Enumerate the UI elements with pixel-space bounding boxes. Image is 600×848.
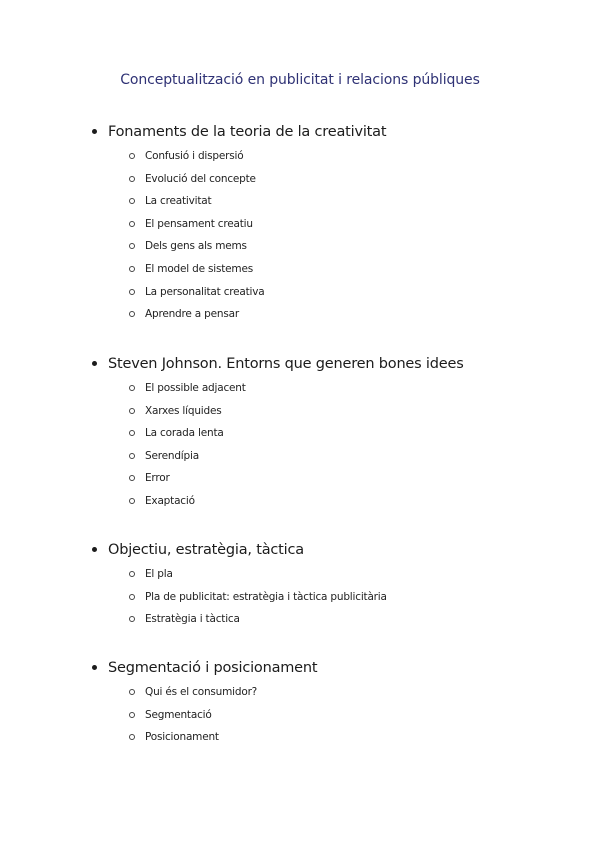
list-item: Serendípia bbox=[90, 447, 570, 470]
section-heading-text: Fonaments de la teoria de la creativitat bbox=[108, 124, 387, 140]
sub-list bbox=[90, 147, 570, 328]
section-heading-text: Steven Johnson. Entorns que generen bones idees bbox=[108, 356, 464, 372]
list-item: Confusió i dispersió bbox=[90, 147, 570, 170]
section-fonaments bbox=[90, 122, 570, 328]
sub-list bbox=[90, 565, 570, 633]
list-item: Exaptació bbox=[90, 492, 570, 515]
circle-bullet-icon bbox=[129, 616, 135, 622]
list-item: Posicionament bbox=[90, 728, 570, 751]
sub-list bbox=[90, 379, 570, 515]
list-item: Error bbox=[90, 469, 570, 492]
circle-bullet-icon bbox=[129, 712, 135, 718]
list-item: Aprendre a pensar bbox=[90, 305, 570, 328]
bullet-dot-icon bbox=[92, 129, 97, 134]
circle-bullet-icon bbox=[129, 176, 135, 182]
list-item: La personalitat creativa bbox=[90, 283, 570, 306]
circle-bullet-icon bbox=[129, 734, 135, 740]
circle-bullet-icon bbox=[129, 689, 135, 695]
list-item: El possible adjacent bbox=[90, 379, 570, 402]
circle-bullet-icon bbox=[129, 594, 135, 600]
circle-bullet-icon bbox=[129, 571, 135, 577]
document-title: Conceptualització en publicitat i relacions públiques bbox=[120, 72, 480, 88]
bullet-dot-icon bbox=[92, 665, 97, 670]
sub-list bbox=[90, 683, 570, 751]
section-steven-johnson bbox=[90, 354, 570, 515]
list-item: Segmentació bbox=[90, 706, 570, 729]
section-segmentacio bbox=[90, 658, 570, 751]
circle-bullet-icon bbox=[129, 385, 135, 391]
list-item: El pensament creatiu bbox=[90, 215, 570, 238]
circle-bullet-icon bbox=[129, 243, 135, 249]
section-heading bbox=[90, 658, 570, 678]
section-heading bbox=[90, 122, 570, 142]
bullet-dot-icon bbox=[92, 361, 97, 366]
circle-bullet-icon bbox=[129, 311, 135, 317]
list-item: Pla de publicitat: estratègia i tàctica publicitària bbox=[90, 588, 570, 611]
list-item: El pla bbox=[90, 565, 570, 588]
circle-bullet-icon bbox=[129, 453, 135, 459]
list-item: Estratègia i tàctica bbox=[90, 610, 570, 633]
bullet-dot-icon bbox=[92, 547, 97, 552]
list-item: Xarxes líquides bbox=[90, 402, 570, 425]
list-item: El model de sistemes bbox=[90, 260, 570, 283]
circle-bullet-icon bbox=[129, 475, 135, 481]
circle-bullet-icon bbox=[129, 221, 135, 227]
list-item: Evolució del concepte bbox=[90, 170, 570, 193]
circle-bullet-icon bbox=[129, 289, 135, 295]
circle-bullet-icon bbox=[129, 408, 135, 414]
section-objectiu bbox=[90, 540, 570, 633]
circle-bullet-icon bbox=[129, 153, 135, 159]
circle-bullet-icon bbox=[129, 498, 135, 504]
section-heading-text: Segmentació i posicionament bbox=[108, 660, 318, 676]
list-item: La creativitat bbox=[90, 192, 570, 215]
list-item: Dels gens als mems bbox=[90, 237, 570, 260]
circle-bullet-icon bbox=[129, 266, 135, 272]
list-item: Qui és el consumidor? bbox=[90, 683, 570, 706]
section-heading-text: Objectiu, estratègia, tàctica bbox=[108, 542, 304, 558]
circle-bullet-icon bbox=[129, 198, 135, 204]
section-heading bbox=[90, 540, 570, 560]
circle-bullet-icon bbox=[129, 430, 135, 436]
list-item: La corada lenta bbox=[90, 424, 570, 447]
section-heading bbox=[90, 354, 570, 374]
